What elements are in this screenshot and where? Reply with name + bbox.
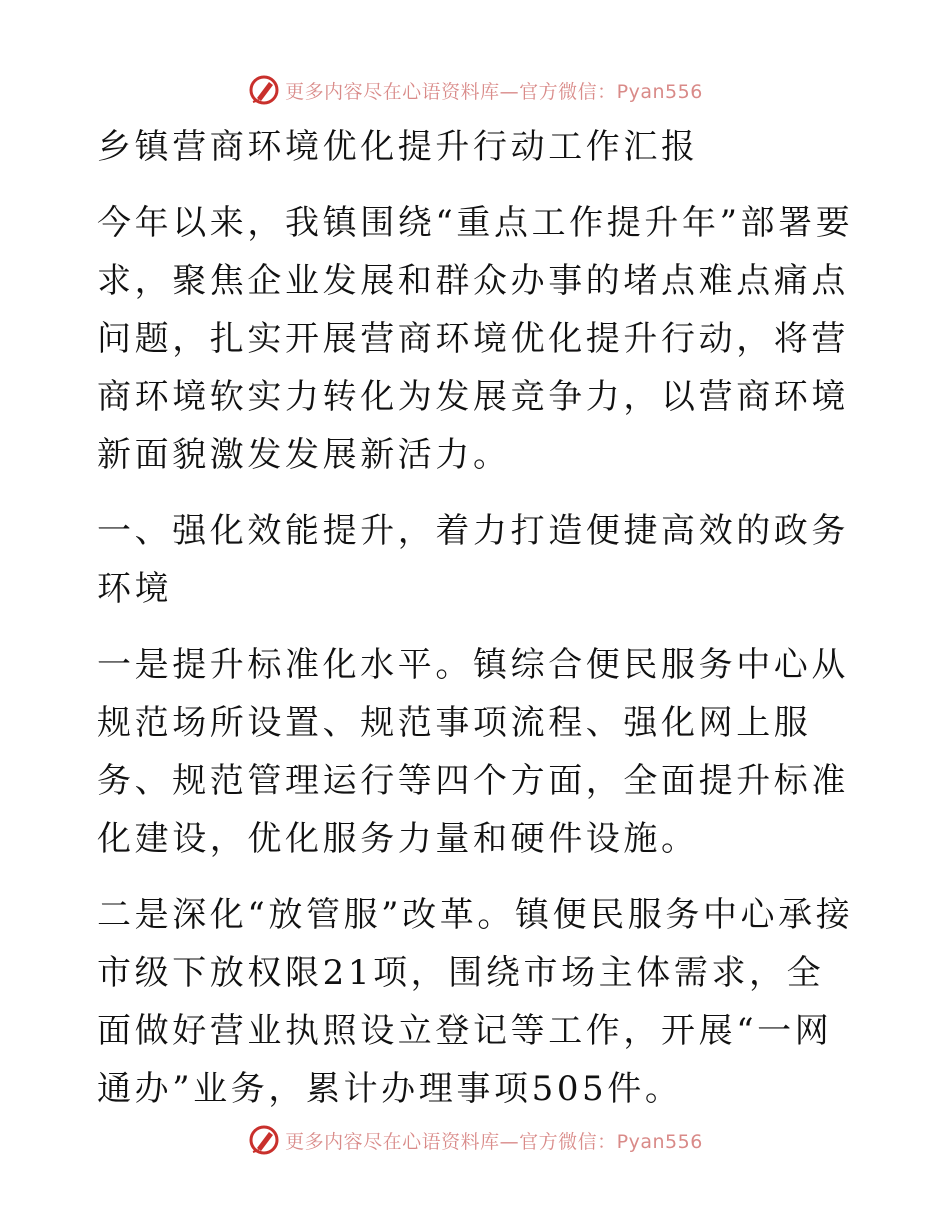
watermark-header	[0, 70, 950, 110]
document-body	[97, 118, 857, 1136]
watermark-footer	[0, 1120, 950, 1160]
paragraph-standardization: 一是提升标准化水平。镇综合便民服务中心从规范场所设置、规范事项流程、强化网上服务、规范管理运行等四个方面，全面提升标准化建设，优化服务力量和硬件设施。	[97, 645, 849, 859]
watermark-text: 更多内容尽在心语资料库—官方微信：Pyan556	[285, 80, 703, 103]
paragraph-reform: 二是深化“放管服”改革。镇便民服务中心承接市级下放权限21项，围绕市场主体需求，全面做好营业执照设立登记等工作，开展“一网通办”业务，累计办理事项505件。	[97, 895, 854, 1109]
pen-logo-icon	[247, 73, 281, 107]
pen-logo-icon	[247, 1123, 281, 1157]
watermark-text: 更多内容尽在心语资料库—官方微信：Pyan556	[285, 1130, 703, 1153]
document-title: 乡镇营商环境优化提升行动工作汇报	[97, 127, 699, 167]
paragraph-intro: 今年以来，我镇围绕“重点工作提升年”部署要求，聚焦企业发展和群众办事的堵点难点痛点问题，扎实开展营商环境优化提升行动，将营商环境软实力转化为发展竞争力，以营商环境新面貌激发发展新活力。	[97, 203, 854, 475]
section-heading-1: 一、强化效能提升，着力打造便捷高效的政务环境	[97, 511, 849, 609]
